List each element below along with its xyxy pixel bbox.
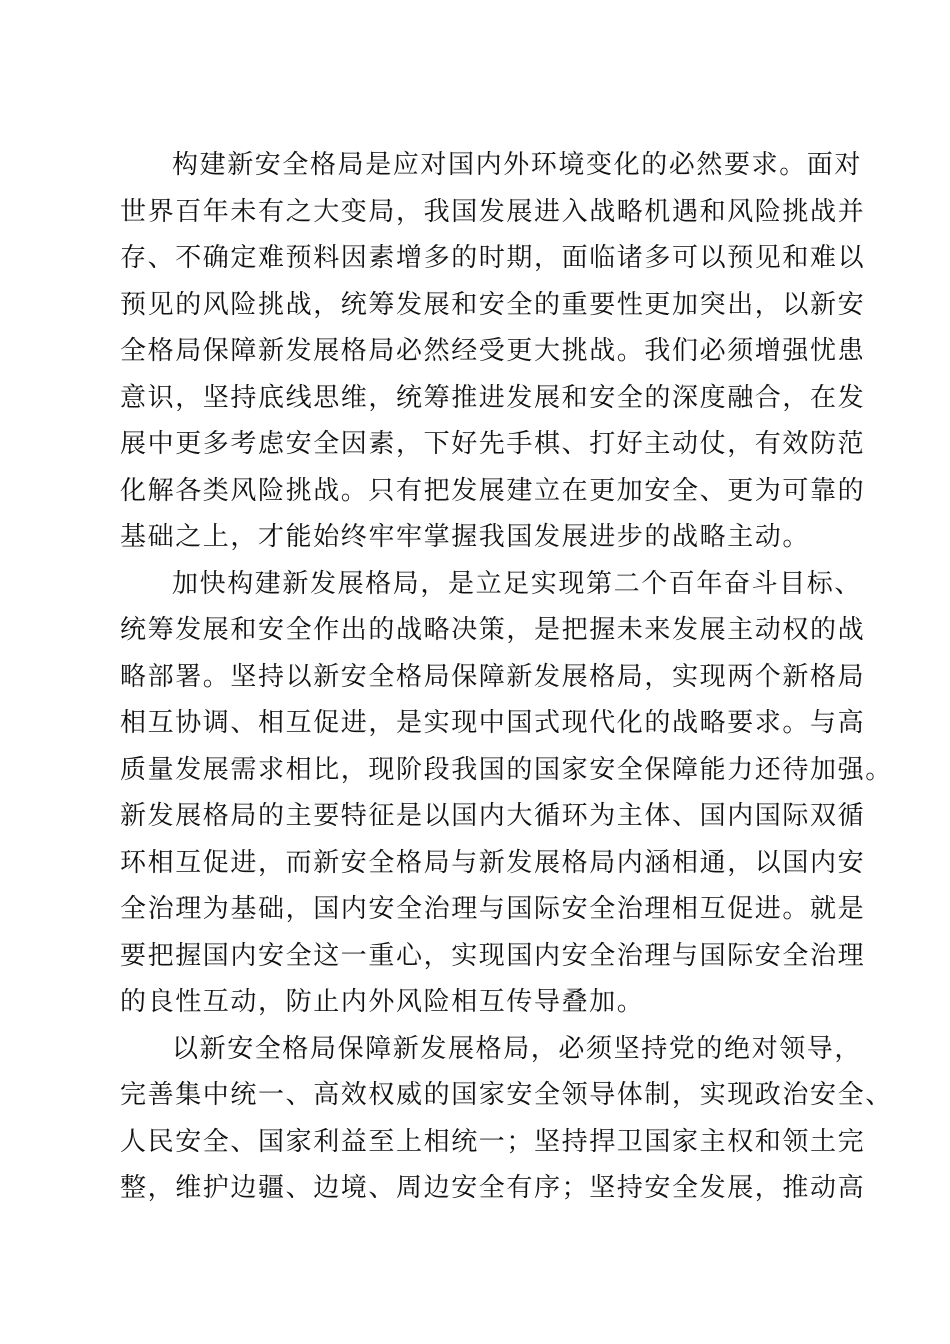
text-line: 全格局保障新发展格局必然经受更大挑战。我们必须增强忧患 — [120, 336, 866, 366]
text-line: 新发展格局的主要特征是以国内大循环为主体、国内国际双循 — [120, 801, 866, 831]
text-line: 要把握国内安全这一重心，实现国内安全治理与国际安全治理 — [120, 940, 866, 971]
text-line: 质量发展需求相比，现阶段我国的国家安全保障能力还待加强。 — [120, 754, 893, 785]
text-line: 加快构建新发展格局，是立足实现第二个百年奋斗目标、 — [172, 568, 863, 599]
text-line: 预见的风险挑战，统筹发展和安全的重要性更加突出，以新安 — [120, 289, 866, 320]
text-line: 相互协调、相互促进，是实现中国式现代化的战略要求。与高 — [120, 708, 866, 738]
text-line: 环相互促进，而新安全格局与新发展格局内涵相通，以国内安 — [120, 847, 866, 878]
text-line: 基础之上，才能始终牢牢掌握我国发展进步的战略主动。 — [120, 522, 811, 552]
text-line: 完善集中统一、高效权威的国家安全领导体制，实现政治安全、 — [120, 1080, 893, 1110]
paragraph-3 — [120, 1026, 893, 1212]
text-line: 全治理为基础，国内安全治理与国际安全治理相互促进。就是 — [120, 894, 866, 924]
text-line: 化解各类风险挑战。只有把发展建立在更加安全、更为可靠的 — [120, 475, 866, 506]
text-line: 存、不确定难预料因素增多的时期，面临诸多可以预见和难以 — [120, 243, 866, 273]
text-line: 构建新安全格局是应对国内外环境变化的必然要求。面对 — [172, 150, 863, 180]
text-line: 略部署。坚持以新安全格局保障新发展格局，实现两个新格局 — [120, 661, 866, 692]
paragraph-1 — [120, 142, 866, 561]
text-line: 统筹发展和安全作出的战略决策，是把握未来发展主动权的战 — [120, 615, 866, 645]
paragraph-2 — [120, 561, 893, 1026]
text-line: 人民安全、国家利益至上相统一；坚持捍卫国家主权和领土完 — [120, 1126, 866, 1157]
text-line: 意识，坚持底线思维，统筹推进发展和安全的深度融合，在发 — [120, 382, 866, 413]
text-line: 展中更多考虑安全因素，下好先手棋、打好主动仗，有效防范 — [120, 429, 866, 459]
text-line: 整，维护边疆、边境、周边安全有序；坚持安全发展，推动高 — [120, 1173, 866, 1203]
text-line: 以新安全格局保障新发展格局，必须坚持党的绝对领导， — [172, 1033, 863, 1064]
document-page — [120, 142, 893, 1212]
text-line: 世界百年未有之大变局，我国发展进入战略机遇和风险挑战并 — [120, 196, 866, 227]
text-line: 的良性互动，防止内外风险相互传导叠加。 — [120, 987, 645, 1017]
